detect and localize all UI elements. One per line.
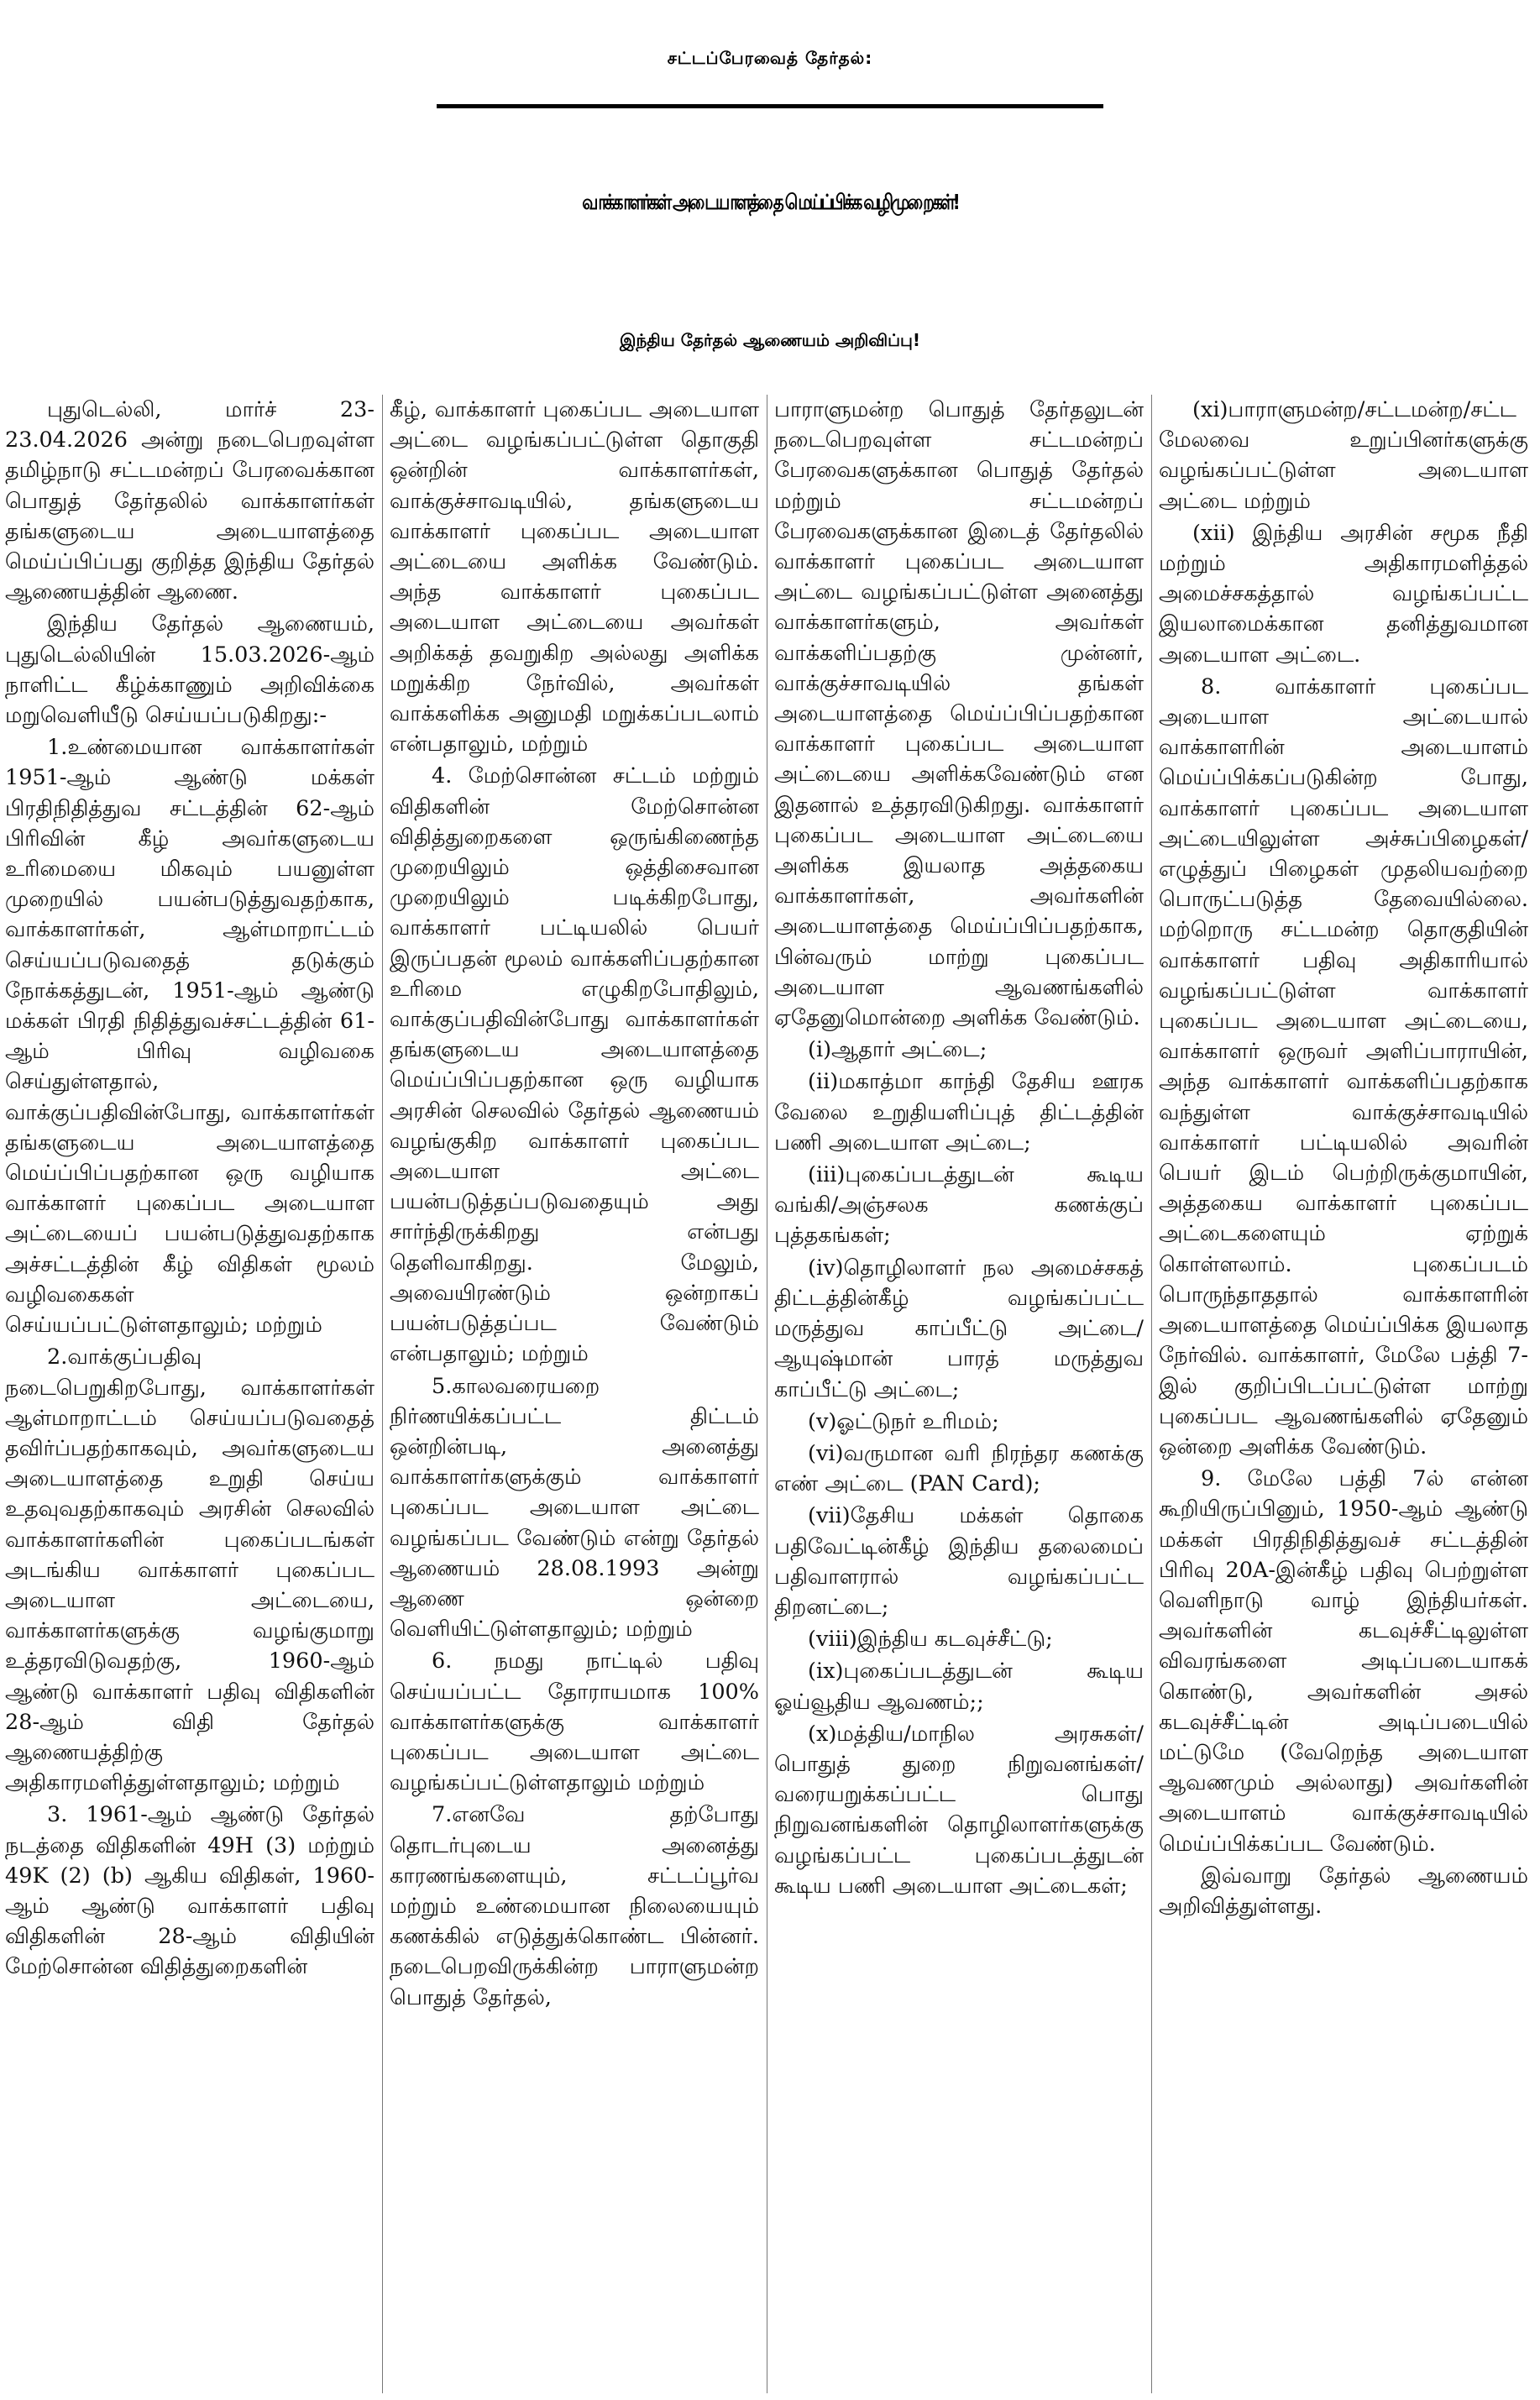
paragraph: இந்திய தேர்தல் ஆணையம், புதுடெல்லியின் 15.03.2026-ஆம் நாளிட்ட கீழ்க்காணும் அறிவிக்கை மறுவெளியீடு செய்யப்படுகிறது:-: [5, 611, 375, 729]
list-item: (ii)மகாத்மா காந்தி தேசிய ஊரக வேலை உறுதியளிப்புத் திட்டத்தின் பணி அடையாள அட்டை;: [774, 1069, 1144, 1155]
paragraph: 9. மேலே பத்தி 7ல் என்ன கூறியிருப்பினும், 1950-ஆம் ஆண்டு மக்கள் பிரதிநிதித்துவச் சட்டத்தின் பிரிவு 20A-இன்கீழ் பதிவு பெற்றுள்ள வெளிநாடு வாழ் இந்தியர்கள். அவர்களின் கடவுச்சீட்டிலுள்ள விவரங்களை அடிப்படையாகக் கொண்டு, அவர்களின் அசல் கடவுச்சீட்டின் அடிப்படையில் மட்டுமே (வேறெந்த அடையாள ஆவணமும் அல்லாது) அவர்களின் அடையாளம் வாக்குச்சாவடியில் மெய்ப்பிக்கப்பட வேண்டும்.: [1159, 1466, 1528, 1857]
paragraph: பாராளுமன்ற பொதுத் தேர்தலுடன் நடைபெறவுள்ள சட்டமன்றப் பேரவைகளுக்கான பொதுத் தேர்தல் மற்றும் சட்டமன்றப் பேரவைகளுக்கான இடைத் தேர்தலில் வாக்காளர் புகைப்பட அடையாள அட்டை வழங்கப்பட்டுள்ள அனைத்து வாக்காளர்களும், அவர்கள் வாக்களிப்பதற்கு முன்னர், வாக்குச்சாவடியில் தங்கள் அடையாளத்தை மெய்ப்பிப்பதற்கான வாக்காளர் புகைப்பட அடையாள அட்டையை அளிக்கவேண்டும் என இதனால் உத்தரவிடுகிறது. வாக்காளர் புகைப்பட அடையாள அட்டையை அளிக்க இயலாத அத்தகைய வாக்காளர்கள், அவர்களின் அடையாளத்தை மெய்ப்பிப்பதற்காக, பின்வரும் மாற்று புகைப்பட அடையாள ஆவணங்களில் ஏதேனுமொன்றை அளிக்க வேண்டும்.: [774, 397, 1144, 1031]
paragraph: 6. நமது நாட்டில் பதிவு செய்யப்பட்ட தோராயமாக 100% வாக்காளர்களுக்கு வாக்காளர் புகைப்பட அடையாள அட்டை வழங்கப்பட்டுள்ளதாலும் மற்றும்: [390, 1648, 759, 1796]
list-item: (iii)புகைப்படத்துடன் கூடிய வங்கி/அஞ்சலக கணக்குப் புத்தகங்கள்;: [774, 1162, 1144, 1249]
list-item: (ix)புகைப்படத்துடன் கூடிய ஓய்வூதிய ஆவணம்;;: [774, 1659, 1144, 1715]
column-1: [5, 395, 375, 2393]
column-2: [390, 395, 759, 2393]
list-item: (xii) இந்திய அரசின் சமூக நீதி மற்றும் அதிகாரமளித்தல் அமைச்சகத்தால் வழங்கப்பட்ட இயலாமைக்கான தனித்துவமான அடையாள அட்டை.: [1159, 520, 1528, 668]
column-divider: [382, 395, 383, 2393]
list-item: (x)மத்திய/மாநில அரசுகள்/பொதுத் துறை நிறுவனங்கள்/வரையறுக்கப்பட்ட பொது நிறுவனங்களின் தொழிலாளர்களுக்கு வழங்கப்பட்ட புகைப்படத்துடன் கூடிய பணி அடையாள அட்டைகள்;: [774, 1721, 1144, 1899]
list-item: (viii)இந்திய கடவுச்சீட்டு;: [808, 1627, 1053, 1653]
list-item: (iv)தொழிலாளர் நல அமைச்சகத் திட்டத்தின்கீழ் வழங்கப்பட்ட மருத்துவ காப்பீட்டு அட்டை/ஆயுஷ்மான் பாரத் மருத்துவ காப்பீட்டு அட்டை;: [774, 1255, 1144, 1402]
paragraph: 8. வாக்காளர் புகைப்பட அடையாள அட்டையால் வாக்காளரின் அடையாளம் மெய்ப்பிக்கப்படுகின்ற போது, வாக்காளர் புகைப்பட அடையாள அட்டையிலுள்ள அச்சுப்பிழைகள்/எழுத்துப் பிழைகள் முதலியவற்றை பொருட்படுத்த தேவையில்லை. மற்றொரு சட்டமன்ற தொகுதியின் வாக்காளர் பதிவு அதிகாரியால் வழங்கப்பட்டுள்ள வாக்காளர் புகைப்பட அடையாள அட்டையை, வாக்காளர் ஒருவர் அளிப்பாராயின், அந்த வாக்காளர் வாக்களிப்பதற்காக வந்துள்ள வாக்குச்சாவடியில் வாக்காளர் பட்டியலில் அவரின் பெயர் இடம் பெற்றிருக்குமாயின், அத்தகைய வாக்காளர் புகைப்பட அட்டைகளையும் ஏற்றுக் கொள்ளலாம். புகைப்படம் பொருந்தாததால் வாக்காளரின் அடையாளத்தை மெய்ப்பிக்க இயலாத நேர்வில். வாக்காளர், மேலே பத்தி 7-இல் குறிப்பிடப்பட்டுள்ள மாற்று புகைப்பட ஆவணங்களில் ஏதேனும் ஒன்றை அளிக்க வேண்டும்.: [1159, 673, 1528, 1459]
paragraph: 1.உண்மையான வாக்காளர்கள் 1951-ஆம் ஆண்டு மக்கள் பிரதிநிதித்துவ சட்டத்தின் 62-ஆம் பிரிவின் கீழ் அவர்களுடைய உரிமையை மிகவும் பயனுள்ள முறையில் பயன்படுத்துவதற்காக, வாக்காளர்கள், ஆள்மாறாட்டம் செய்யப்படுவதைத் தடுக்கும் நோக்கத்துடன், 1951-ஆம் ஆண்டு மக்கள் பிரதி நிதித்துவச்சட்டத்தின் 61-ஆம் பிரிவு வழிவகை செய்துள்ளதால், வாக்குப்பதிவின்போது, வாக்காளர்கள் தங்களுடைய அடையாளத்தை மெய்ப்பிப்பதற்கான ஒரு வழியாக வாக்காளர் புகைப்பட அடையாள அட்டையைப் பயன்படுத்துவதற்காக அச்சட்டத்தின் கீழ் விதிகள் மூலம் வழிவகைகள் செய்யப்பட்டுள்ளதாலும்; மற்றும்: [5, 735, 375, 1339]
sub-headline: இந்திய தேர்தல் ஆணையம் அறிவிப்பு!: [620, 330, 920, 350]
paragraph: 3. 1961-ஆம் ஆண்டு தேர்தல் நடத்தை விதிகளின் 49H (3) மற்றும் 49K (2) (b) ஆகிய விதிகள், 1960-ஆம் ஆண்டு வாக்காளர் பதிவு விதிகளின் 28-ஆம் விதியின் மேற்சொன்ன விதித்துறைகளின்: [5, 1802, 375, 1980]
paragraph: புதுடெல்லி, மார்ச் 23- 23.04.2026 அன்று நடைபெறவுள்ள தமிழ்நாடு சட்டமன்றப் பேரவைக்கான பொதுத் தேர்தலில் வாக்காளர்கள் தங்களுடைய அடையாளத்தை மெய்ப்பிப்பது குறித்த இந்திய தேர்தல் ஆணையத்தின் ஆணை.: [5, 397, 375, 605]
list-item: (i)ஆதார் அட்டை;: [808, 1037, 987, 1063]
paragraph: 4. மேற்சொன்ன சட்டம் மற்றும் விதிகளின் மேற்சொன்ன விதித்துறைகளை ஒருங்கிணைந்த முறையிலும் ஒத்திசைவான முறையிலும் படிக்கிறபோது, வாக்காளர் பட்டியலில் பெயர் இருப்பதன் மூலம் வாக்களிப்பதற்கான உரிமை எழுகிறபோதிலும், வாக்குப்பதிவின்போது வாக்காளர்கள் தங்களுடைய அடையாளத்தை மெய்ப்பிப்பதற்கான ஒரு வழியாக அரசின் செலவில் தேர்தல் ஆணையம் வழங்குகிற வாக்காளர் புகைப்பட அடையாள அட்டை பயன்படுத்தப்படுவதையும் அது சார்ந்திருக்கிறது என்பது தெளிவாகிறது. மேலும், அவையிரண்டும் ஒன்றாகப் பயன்படுத்தப்பட வேண்டும் என்பதாலும்; மற்றும்: [390, 763, 759, 1367]
main-headline: வாக்காளர்கள் அடையாளத்தை மெய்ப்பிக்க வழிமுறைகள்!: [582, 189, 958, 214]
paragraph: 5.காலவரையறை நிர்ணயிக்கப்பட்ட திட்டம் ஒன்றின்படி, அனைத்து வாக்காளர்களுக்கும் வாக்காளர் புகைப்பட அடையாள அட்டை வழங்கப்பட வேண்டும் என்று தேர்தல் ஆணையம் 28.08.1993 அன்று ஆணை ஒன்றை வெளியிட்டுள்ளதாலும்; மற்றும்: [390, 1373, 759, 1643]
kicker-heading: சட்டப்பேரவைத் தேர்தல்:: [667, 48, 873, 68]
list-item: (vii)தேசிய மக்கள் தொகை பதிவேட்டின்கீழ் இந்திய தலைமைப் பதிவாளரால் வழங்கப்பட்ட திறனட்டை;: [774, 1503, 1144, 1620]
paragraph: 7.எனவே தற்போது தொடர்புடைய அனைத்து காரணங்களையும், சட்டப்பூர்வ மற்றும் உண்மையான நிலையையும் கணக்கில் எடுத்துக்கொண்ட பின்னர். நடைபெறவிருக்கின்ற பாராளுமன்ற பொதுத் தேர்தல்,: [390, 1802, 759, 2010]
column-divider: [1151, 395, 1152, 2393]
column-3: [774, 395, 1144, 2393]
list-item: (vi)வருமான வரி நிரந்தர கணக்கு எண் அட்டை (PAN Card);: [774, 1440, 1144, 1497]
list-item: (xi)பாராளுமன்ற/சட்டமன்ற/சட்ட மேலவை உறுப்பினர்களுக்கு வழங்கப்பட்டுள்ள அடையாள அட்டை மற்றும்: [1159, 397, 1528, 514]
column-4: [1159, 395, 1528, 2393]
paragraph: 2.வாக்குப்பதிவு நடைபெறுகிறபோது, வாக்காளர்கள் ஆள்மாறாட்டம் செய்யப்படுவதைத் தவிர்ப்பதற்காகவும், அவர்களுடைய அடையாளத்தை உறுதி செய்ய உதவுவதற்காகவும் அரசின் செலவில் வாக்காளர்களின் புகைப்படங்கள் அடங்கிய வாக்காளர் புகைப்பட அடையாள அட்டையை, வாக்காளர்களுக்கு வழங்குமாறு உத்தரவிடுவதற்கு, 1960-ஆம் ஆண்டு வாக்காளர் பதிவு விதிகளின் 28-ஆம் விதி தேர்தல் ஆணையத்திற்கு அதிகாரமளித்துள்ளதாலும்; மற்றும்: [5, 1344, 375, 1796]
closing-line: இவ்வாறு தேர்தல் ஆணையம் அறிவித்துள்ளது.: [1159, 1863, 1528, 1919]
article-body: [5, 395, 1535, 2393]
paragraph: கீழ், வாக்காளர் புகைப்பட அடையாள அட்டை வழங்கப்பட்டுள்ள தொகுதி ஒன்றின் வாக்காளர்கள், வாக்குச்சாவடியில், தங்களுடைய வாக்காளர் புகைப்பட அடையாள அட்டையை அளிக்க வேண்டும். அந்த வாக்காளர் புகைப்பட அடையாள அட்டையை அவர்கள் அறிக்கத் தவறுகிற அல்லது அளிக்க மறுக்கிற நேர்வில், அவர்கள் வாக்களிக்க அனுமதி மறுக்கப்படலாம் என்பதாலும், மற்றும்: [390, 397, 759, 757]
list-item: (v)ஓட்டுநர் உரிமம்;: [808, 1408, 999, 1434]
